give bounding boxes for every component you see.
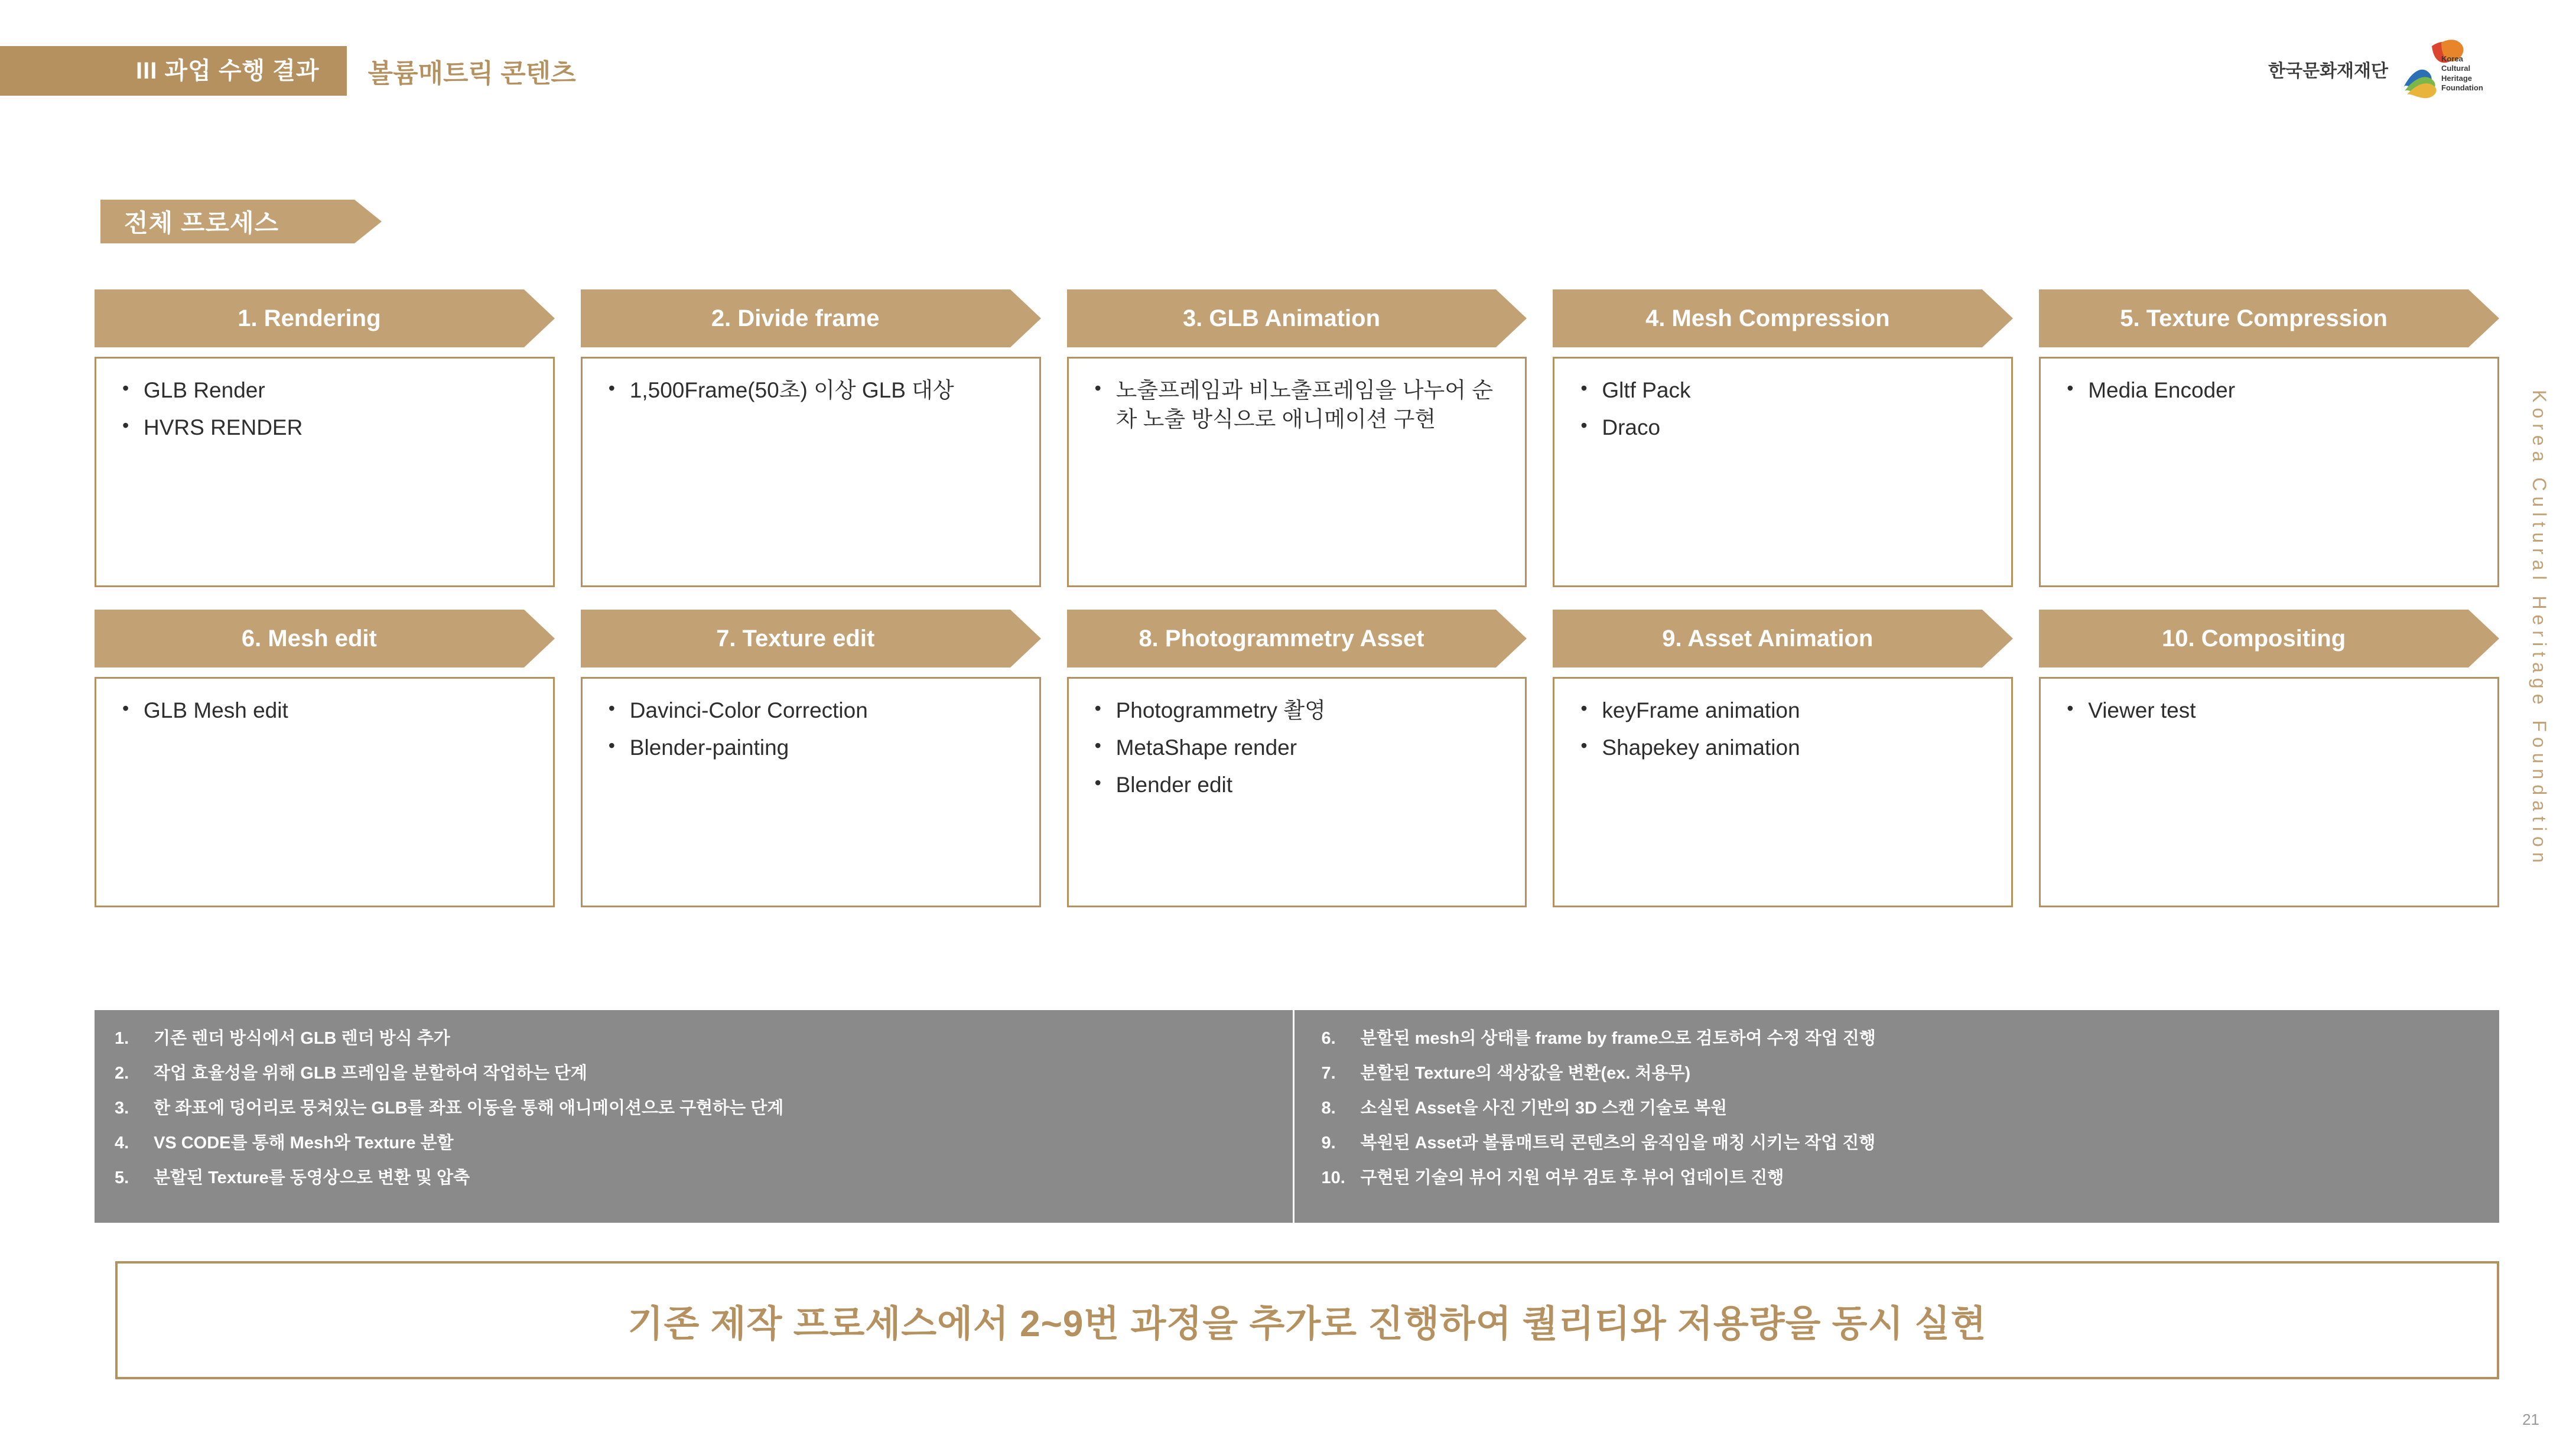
note-number: 9.: [1321, 1134, 1336, 1153]
step-header-2: [581, 289, 1041, 347]
note-number: 1.: [115, 1029, 129, 1048]
step-card-3: [1067, 357, 1527, 587]
note-item: [1322, 1167, 2480, 1189]
note-text: 한 좌표에 덩어리로 뭉쳐있는 GLB를 좌표 이동을 통해 애니메이션으로 구현하는 단계: [154, 1099, 784, 1118]
process-row-2-headers: [95, 610, 2499, 667]
note-text: 소실된 Asset을 사진 기반의 3D 스캔 기술로 복원: [1360, 1099, 1728, 1118]
note-item: [1322, 1063, 2480, 1085]
note-number: 8.: [1321, 1099, 1336, 1118]
step-card-list: [112, 696, 538, 725]
note-number: 7.: [1321, 1064, 1336, 1083]
note-number: 2.: [115, 1064, 129, 1083]
step-card-5: [2039, 357, 2499, 587]
list-item: • GLB Mesh edit: [112, 696, 538, 725]
note-number: 6.: [1321, 1029, 1336, 1048]
note-item: [1322, 1132, 2480, 1154]
notes-column-left: [95, 1010, 1293, 1223]
logo-en-line2: Cultural Heritage: [2441, 64, 2473, 83]
list-item: • 노출프레임과 비노출프레임을 나누어 순차 노출 방식으로 애니메이션 구현: [1084, 376, 1510, 434]
list-item: • HVRS RENDER: [112, 413, 538, 442]
list-item: • keyFrame animation: [1570, 696, 1996, 725]
list-item: • MetaShape render: [1084, 734, 1510, 763]
list-item: • Davinci-Color Correction: [598, 696, 1024, 725]
list-item: • Blender edit: [1084, 771, 1510, 800]
note-number: 4.: [115, 1134, 129, 1153]
page-title: 볼륨매트릭 콘텐츠: [367, 59, 576, 88]
note-number: 3.: [115, 1099, 129, 1118]
row-spacer: [95, 587, 2499, 610]
step-header-label: 2. Divide frame: [711, 305, 880, 331]
step-card-list: [1084, 696, 1510, 799]
process-row-1-cards: [95, 357, 2499, 587]
note-text: 분할된 Texture의 색상값을 변환(ex. 처용무): [1360, 1064, 1691, 1083]
chevron-arrow-icon: [1982, 289, 2013, 347]
note-text: VS CODE를 통해 Mesh와 Texture 분할: [154, 1134, 454, 1153]
chevron-arrow-icon: [524, 289, 555, 347]
notes-column-right: [1293, 1010, 2500, 1223]
note-text: 복원된 Asset과 볼륨매트릭 콘텐츠의 움직임을 매칭 시키는 작업 진행: [1360, 1134, 1876, 1153]
step-header-7: [581, 610, 1041, 667]
note-number: 10.: [1321, 1168, 1345, 1188]
step-card-9: [1553, 677, 2013, 907]
step-header-6: [95, 610, 555, 667]
step-header-8: [1067, 610, 1527, 667]
note-item: [1322, 1098, 2480, 1119]
step-header-label: 3. GLB Animation: [1182, 305, 1381, 331]
step-header-label: 4. Mesh Compression: [1645, 305, 1890, 331]
note-text: 구현된 기술의 뷰어 지원 여부 검토 후 뷰어 업데이트 진행: [1360, 1168, 1784, 1188]
note-text: 작업 효율성을 위해 GLB 프레임을 분할하여 작업하는 단계: [154, 1064, 587, 1083]
chevron-arrow-icon: [1496, 610, 1527, 667]
step-card-list: [598, 376, 1024, 405]
organization-logo: [2268, 37, 2487, 102]
step-card-list: [1570, 696, 1996, 763]
step-header-9: [1553, 610, 2013, 667]
step-header-4: [1553, 289, 2013, 347]
list-item: • 1,500Frame(50초) 이상 GLB 대상: [598, 376, 1024, 405]
step-card-list: [1570, 376, 1996, 442]
logo-en-line3: Foundation: [2441, 83, 2483, 92]
step-card-list: [1084, 376, 1510, 434]
step-header-3: [1067, 289, 1527, 347]
step-card-list: [2056, 696, 2482, 725]
step-header-label: 7. Texture edit: [716, 625, 875, 652]
step-card-1: [95, 357, 555, 587]
ribbon-arrow-icon: [354, 200, 382, 243]
list-item: • Blender-painting: [598, 734, 1024, 763]
step-header-label: 6. Mesh edit: [241, 625, 377, 652]
step-header-label: 5. Texture Compression: [2120, 305, 2388, 331]
step-card-6: [95, 677, 555, 907]
list-item: • Photogrammetry 촬영: [1084, 696, 1510, 725]
step-card-4: [1553, 357, 2013, 587]
list-item: • Media Encoder: [2056, 376, 2482, 405]
notes-panel: [95, 1010, 2499, 1223]
note-item: [115, 1063, 1273, 1085]
note-item: [115, 1028, 1273, 1050]
chevron-arrow-icon: [1010, 610, 1041, 667]
note-item: [115, 1098, 1273, 1119]
header-section-tag: III 과업 수행 결과: [0, 46, 347, 96]
note-text: 기존 렌더 방식에서 GLB 렌더 방식 추가: [154, 1029, 450, 1048]
step-header-1: [95, 289, 555, 347]
step-header-label: 9. Asset Animation: [1662, 625, 1874, 652]
chevron-arrow-icon: [1496, 289, 1527, 347]
step-header-5: [2039, 289, 2499, 347]
step-card-list: [2056, 376, 2482, 405]
section-title: 전체 프로세스: [124, 209, 279, 237]
note-item: [115, 1132, 1273, 1154]
page-number: 21: [2522, 1411, 2539, 1428]
notes-list-left: [115, 1028, 1273, 1190]
logo-korean-name: 한국문화재재단: [2268, 61, 2388, 81]
step-card-2: [581, 357, 1041, 587]
step-header-10: [2039, 610, 2499, 667]
step-card-10: [2039, 677, 2499, 907]
step-card-list: [598, 696, 1024, 763]
slide-header: [0, 46, 576, 96]
summary-highlight-text: 기존 제작 프로세스에서 2~9번 과정을 추가로 진행하여 퀄리티와 저용량을 동시 실현: [627, 1303, 1987, 1344]
chevron-arrow-icon: [2468, 289, 2499, 347]
list-item: • Gltf Pack: [1570, 376, 1996, 405]
list-item: • GLB Render: [112, 376, 538, 405]
step-card-7: [581, 677, 1041, 907]
chevron-arrow-icon: [2468, 610, 2499, 667]
chevron-arrow-icon: [1010, 289, 1041, 347]
side-organization-text: Korea Cultural Heritage Foundation: [2529, 390, 2550, 868]
step-header-label: 1. Rendering: [238, 305, 381, 331]
note-item: [1322, 1028, 2480, 1050]
summary-highlight-box: [115, 1261, 2499, 1379]
note-text: 분할된 Texture를 동영상으로 변환 및 압축: [154, 1168, 470, 1188]
list-item: • Draco: [1570, 413, 1996, 442]
note-text: 분할된 mesh의 상태를 frame by frame으로 검토하여 수정 작업 진행: [1360, 1029, 1876, 1048]
list-item: • Viewer test: [2056, 696, 2482, 725]
list-item: • Shapekey animation: [1570, 734, 1996, 763]
logo-en-line1: Korea: [2441, 54, 2463, 63]
step-header-label: 8. Photogrammetry Asset: [1139, 625, 1424, 652]
notes-list-right: [1322, 1028, 2480, 1190]
note-number: 5.: [115, 1168, 129, 1188]
process-row-1-headers: [95, 289, 2499, 347]
process-grid: [95, 289, 2499, 907]
chevron-arrow-icon: [1982, 610, 2013, 667]
step-card-8: [1067, 677, 1527, 907]
step-header-label: 10. Compositing: [2162, 625, 2346, 652]
process-row-2-cards: [95, 677, 2499, 907]
logo-mark-icon: [2399, 37, 2487, 102]
section-ribbon: [100, 200, 384, 243]
logo-english-name: [2441, 54, 2487, 93]
chevron-arrow-icon: [524, 610, 555, 667]
step-card-list: [112, 376, 538, 442]
note-item: [115, 1167, 1273, 1189]
